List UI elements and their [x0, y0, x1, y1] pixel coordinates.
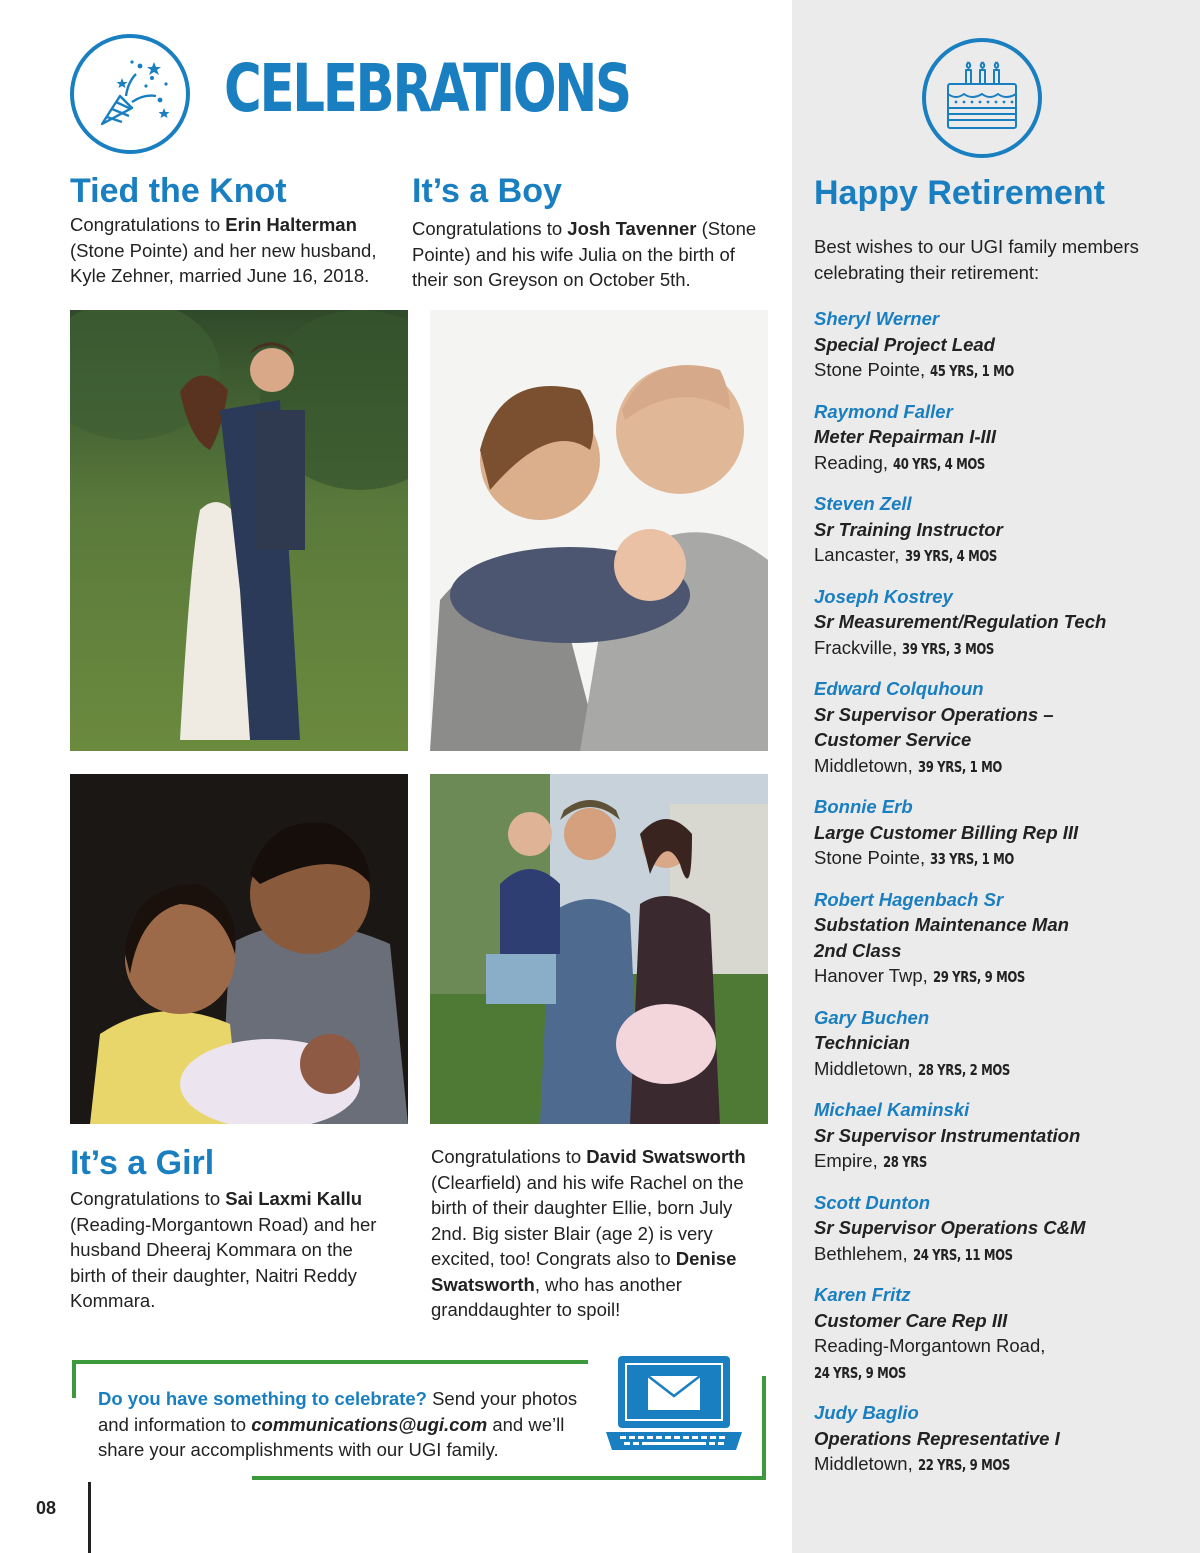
retiree-location: Middletown, 28 YRS, 2 MOS — [814, 1056, 1184, 1084]
retiree-entry — [814, 676, 1184, 780]
retiree-title: Technician — [814, 1032, 910, 1053]
retiree-location: Frackville, 39 YRS, 3 MOS — [814, 635, 1184, 663]
retiree-location: Stone Pointe, 33 YRS, 1 MO — [814, 845, 1184, 873]
family-photo — [430, 774, 768, 1124]
retiree-years: 33 YRS, 1 MO — [930, 850, 1015, 868]
baby-girl-photo — [70, 774, 408, 1124]
retiree-title: Sr Supervisor Operations C&M — [814, 1217, 1086, 1238]
retiree-name: Scott Dunton — [814, 1191, 931, 1213]
retiree-years: 39 YRS, 4 MOS — [904, 547, 997, 565]
retiree-name: Raymond Faller — [814, 400, 953, 422]
page-title: CELEBRATIONS — [224, 50, 630, 127]
retiree-location: Hanover Twp, 29 YRS, 9 MOS — [814, 963, 1184, 991]
swatsworth-text: Congratulations to David Swatsworth (Clearfield) and his wife Rachel on the birth of their daughter Ellie, born July 2nd. Big sister Blair (age 2) is very excited, too! Congrats also to Denise Swatsworth, who has another granddaughter to spoil! — [431, 1146, 746, 1320]
retiree-location: Lancaster, 39 YRS, 4 MOS — [814, 542, 1184, 570]
retiree-location: Middletown, 39 YRS, 1 MO — [814, 753, 1184, 781]
retiree-title: Substation Maintenance Man 2nd Class — [814, 914, 1069, 961]
section-title-its-a-boy: It’s a Boy — [412, 172, 562, 210]
retiree-entry — [814, 491, 1184, 570]
retiree-title: Customer Care Rep III — [814, 1309, 1008, 1331]
page-number: 08 — [36, 1498, 57, 1518]
party-popper-icon — [70, 34, 190, 154]
retiree-title: Sr Measurement/Regulation Tech — [814, 611, 1107, 632]
retiree-entry — [814, 1282, 1184, 1386]
retiree-name: Gary Buchen — [814, 1006, 930, 1028]
page-rule — [88, 1482, 91, 1553]
retiree-entry — [814, 794, 1184, 873]
retiree-entry — [814, 1097, 1184, 1176]
retiree-years: 22 YRS, 9 MOS — [917, 1456, 1010, 1474]
retiree-entry — [814, 584, 1184, 663]
retiree-name: Michael Kaminski — [814, 1099, 970, 1120]
retiree-title: Sr Training Instructor — [814, 518, 1003, 540]
retiree-years: 24 YRS, 11 MOS — [912, 1245, 1013, 1264]
retiree-entry — [814, 1190, 1184, 1269]
retiree-location: Stone Pointe, 45 YRS, 1 MO — [814, 357, 1184, 385]
retiree-years: 39 YRS, 3 MOS — [902, 639, 995, 658]
retiree-title: Sr Supervisor Operations – Customer Service — [814, 703, 1054, 750]
retiree-title: Operations Representative I — [814, 1427, 1060, 1449]
section-title-tied-the-knot: Tied the Knot — [70, 172, 287, 210]
its-a-girl-text: Congratulations to Sai Laxmi Kallu (Reading-Morgantown Road) and her husband Dheeraj Kommara on the birth of their daughter, Naitri Reddy Kommara. — [70, 1188, 377, 1311]
retiree-entry — [814, 1400, 1184, 1479]
retiree-years: 45 YRS, 1 MO — [930, 362, 1015, 380]
retiree-location: Reading-Morgantown Road, 24 YRS, 9 MOS — [814, 1333, 1184, 1386]
retiree-years: 39 YRS, 1 MO — [917, 757, 1002, 776]
retiree-name: Steven Zell — [814, 493, 912, 514]
retiree-name: Robert Hagenbach Sr — [814, 888, 1004, 910]
retiree-location: Empire, 28 YRS — [814, 1148, 1184, 1176]
retiree-years: 28 YRS, 2 MOS — [917, 1060, 1010, 1079]
retiree-years: 24 YRS, 9 MOS — [814, 1363, 906, 1382]
tied-the-knot-text: Congratulations to Erin Halterman (Stone Pointe) and her new husband, Kyle Zehner, married June 16, 2018. — [70, 214, 377, 286]
retiree-entry — [814, 1005, 1184, 1084]
retiree-entry — [814, 887, 1184, 991]
retiree-name: Edward Colquhoun — [814, 678, 984, 699]
retiree-years: 40 YRS, 4 MOS — [893, 454, 986, 473]
section-title-happy-retirement: Happy Retirement — [814, 174, 1105, 212]
retiree-years: 28 YRS — [882, 1153, 927, 1171]
retiree-location: Bethlehem, 24 YRS, 11 MOS — [814, 1241, 1184, 1269]
section-title-its-a-girl: It’s a Girl — [70, 1144, 215, 1182]
retirement-intro: Best wishes to our UGI family members celebrating their retirement: — [814, 236, 1139, 283]
birthday-cake-icon — [922, 38, 1042, 158]
retiree-name: Joseph Kostrey — [814, 585, 953, 607]
retiree-location: Middletown, 22 YRS, 9 MOS — [814, 1451, 1184, 1479]
retiree-title: Large Customer Billing Rep III — [814, 821, 1079, 843]
retiree-entry — [814, 306, 1184, 385]
retiree-name: Bonnie Erb — [814, 796, 913, 817]
retiree-location: Reading, 40 YRS, 4 MOS — [814, 450, 1184, 478]
its-a-boy-text: Congratulations to Josh Tavenner (Stone Pointe) and his wife Julia on the birth of their son Greyson on October 5th. — [412, 218, 757, 290]
wedding-photo — [70, 310, 408, 751]
laptop-mail-icon — [604, 1352, 744, 1456]
cta-text: Do you have something to celebrate? Send your photos and information to communications@ugi.com and we’ll share your accomplishments with our UGI family. — [98, 1388, 578, 1460]
retiree-title: Special Project Lead — [814, 333, 995, 355]
retiree-title: Sr Supervisor Instrumentation — [814, 1124, 1081, 1146]
retiree-entry — [814, 399, 1184, 478]
retiree-name: Sheryl Werner — [814, 308, 940, 329]
retiree-years: 29 YRS, 9 MOS — [932, 968, 1025, 986]
retiree-title: Meter Repairman I-III — [814, 426, 996, 447]
retiree-list — [814, 306, 1184, 1493]
email-link[interactable]: communications@ugi.com — [251, 1413, 488, 1435]
retiree-name: Karen Fritz — [814, 1284, 911, 1305]
retiree-name: Judy Baglio — [814, 1402, 919, 1423]
baby-boy-photo — [430, 310, 768, 751]
